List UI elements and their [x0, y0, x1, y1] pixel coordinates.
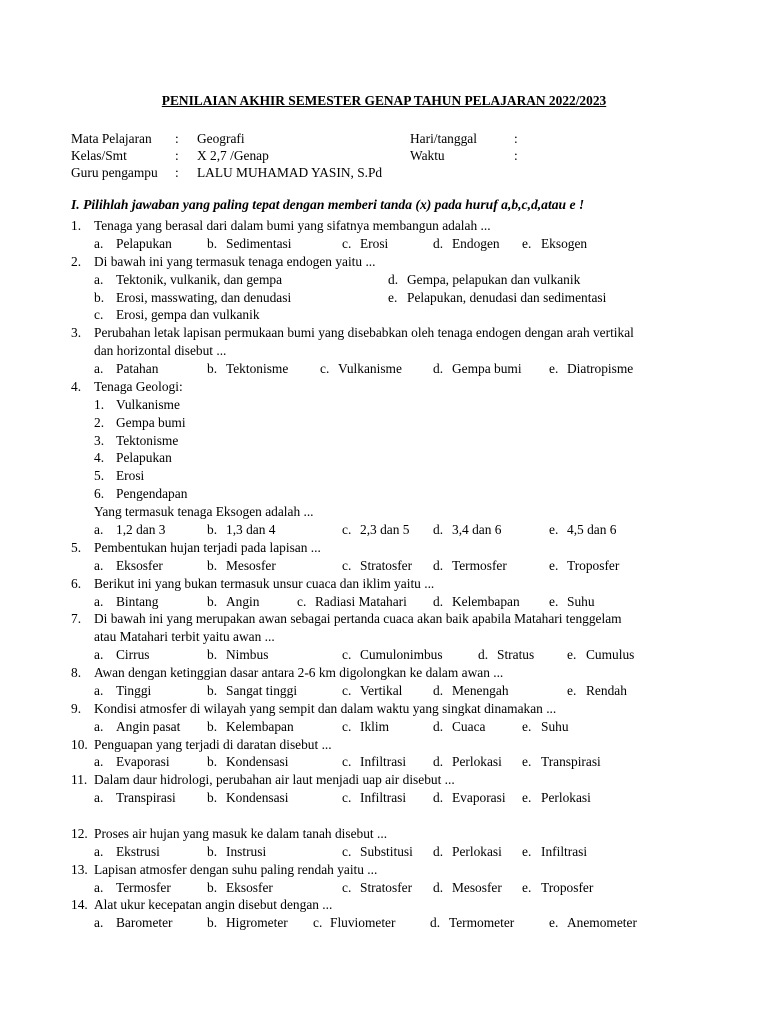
line-text: c. [342, 790, 352, 805]
line-text: a. [94, 272, 104, 287]
line-text: b. [207, 594, 218, 609]
line-text: a. [94, 558, 104, 573]
line-text: Tektonik, vulkanik, dan gempa [116, 272, 283, 287]
section-instruction: I. Pilihlah jawaban yang paling tepat dengan memberi tanda (x) pada huruf a,b,c,d,atau e ! [71, 197, 585, 212]
line-text: Erosi [116, 468, 145, 483]
line-text: Di bawah ini yang termasuk tenaga endogen yaitu ... [94, 254, 376, 269]
line-text: Stratosfer [360, 558, 413, 573]
line-text: a. [94, 361, 104, 376]
line-text: Kondensasi [226, 790, 289, 805]
line-text: c. [320, 361, 330, 376]
line-text: Diatropisme [567, 361, 634, 376]
line-text: Eksosfer [226, 880, 273, 895]
info-time-sep: : [514, 148, 518, 163]
line-text: Perlokasi [452, 844, 502, 859]
line-text: Lapisan atmosfer dengan suhu paling rendah yaitu ... [94, 862, 378, 877]
line-text: a. [94, 844, 104, 859]
line-text: Proses air hujan yang masuk ke dalam tanah disebut ... [94, 826, 388, 841]
line-text: Evaporasi [452, 790, 506, 805]
line-text: Kelembapan [226, 719, 294, 734]
line-text: e. [388, 290, 398, 305]
line-text: Termometer [449, 915, 515, 930]
line-text: Evaporasi [116, 754, 170, 769]
line-text: Kelembapan [452, 594, 520, 609]
line-text: Kondensasi [226, 754, 289, 769]
line-text: 14. [71, 897, 88, 912]
line-text: c. [94, 307, 104, 322]
info-teacher-label: Guru pengampu [71, 165, 158, 180]
line-text: d. [433, 719, 444, 734]
info-subject-label: Mata Pelajaran [71, 131, 152, 146]
line-text: b. [207, 683, 218, 698]
line-text: a. [94, 647, 104, 662]
line-text: 6. [94, 486, 105, 501]
line-text: d. [433, 361, 444, 376]
line-text: e. [549, 558, 559, 573]
line-text: Tektonisme [226, 361, 289, 376]
line-text: Pengendapan [116, 486, 188, 501]
line-text: 2. [71, 254, 82, 269]
line-text: b. [94, 290, 105, 305]
line-text: a. [94, 754, 104, 769]
line-text: Gempa bumi [452, 361, 522, 376]
line-text: Gempa, pelapukan dan vulkanik [407, 272, 581, 287]
line-text: 5. [94, 468, 105, 483]
line-text: Nimbus [226, 647, 269, 662]
info-teacher-sep: : [175, 165, 179, 180]
line-text: Penguapan yang terjadi di daratan disebut ... [94, 737, 332, 752]
info-teacher-value: LALU MUHAMAD YASIN, S.Pd [197, 165, 383, 180]
line-text: Perlokasi [452, 754, 502, 769]
line-text: d. [433, 558, 444, 573]
line-text: d. [388, 272, 399, 287]
line-text: c. [342, 522, 352, 537]
page-title: PENILAIAN AKHIR SEMESTER GENAP TAHUN PELAJARAN 2022/2023 [161, 93, 607, 108]
line-text: e. [567, 647, 577, 662]
line-text: 12. [71, 826, 88, 841]
line-text: e. [549, 915, 559, 930]
line-text: d. [478, 647, 489, 662]
line-text: a. [94, 790, 104, 805]
line-text: e. [522, 754, 532, 769]
line-text: d. [430, 915, 441, 930]
line-text: Stratosfer [360, 880, 413, 895]
line-text: Kondisi atmosfer di wilayah yang sempit dan dalam waktu yang singkat dinamakan ... [94, 701, 557, 716]
line-text: 1,2 dan 3 [116, 522, 166, 537]
line-text: Suhu [567, 594, 595, 609]
line-text: Infiltrasi [360, 754, 407, 769]
line-text: d. [433, 790, 444, 805]
info-class-sep: : [175, 148, 179, 163]
line-text: Ekstrusi [116, 844, 160, 859]
info-subject-sep: : [175, 131, 179, 146]
line-text: Tenaga Geologi: [94, 379, 183, 394]
line-text: Tenaga yang berasal dari dalam bumi yang sifatnya membangun adalah ... [94, 218, 491, 233]
line-text: b. [207, 236, 218, 251]
line-text: Tinggi [116, 683, 152, 698]
line-text: Di bawah ini yang merupakan awan sebagai pertanda cuaca akan baik apabila Matahari tenggelam [94, 611, 622, 626]
line-text: Eksosfer [116, 558, 163, 573]
line-text: c. [297, 594, 307, 609]
line-text: d. [433, 844, 444, 859]
line-text: Pelapukan [116, 236, 172, 251]
line-text: Erosi [360, 236, 389, 251]
line-text: Berikut ini yang bukan termasuk unsur cuaca dan iklim yaitu ... [94, 576, 435, 591]
line-text: Transpirasi [116, 790, 176, 805]
line-text: Perlokasi [541, 790, 591, 805]
info-date-label: Hari/tanggal [410, 131, 477, 146]
line-text: 1. [94, 397, 105, 412]
line-text: Vulkanisme [338, 361, 402, 376]
line-text: Troposfer [567, 558, 620, 573]
line-text: Instrusi [226, 844, 267, 859]
line-text: Rendah [586, 683, 627, 698]
line-text: Cirrus [116, 647, 150, 662]
line-text: e. [522, 790, 532, 805]
line-text: Vulkanisme [116, 397, 180, 412]
line-text: Bintang [116, 594, 159, 609]
info-class-label: Kelas/Smt [71, 148, 127, 163]
line-text: e. [549, 594, 559, 609]
line-text: Stratus [497, 647, 535, 662]
line-text: 2. [94, 415, 105, 430]
line-text: a. [94, 915, 104, 930]
line-text: e. [549, 361, 559, 376]
line-text: Sedimentasi [226, 236, 292, 251]
line-text: b. [207, 361, 218, 376]
line-text: a. [94, 880, 104, 895]
line-text: c. [342, 558, 352, 573]
line-text: Radiasi Matahari [315, 594, 407, 609]
info-class-value: X 2,7 /Genap [197, 148, 269, 163]
line-text: 13. [71, 862, 88, 877]
line-text: d. [433, 754, 444, 769]
line-text: Tektonisme [116, 433, 179, 448]
line-text: Erosi, masswating, dan denudasi [116, 290, 292, 305]
line-text: d. [433, 880, 444, 895]
line-text: Mesosfer [452, 880, 502, 895]
info-subject-value: Geografi [197, 131, 245, 146]
line-text: Endogen [452, 236, 500, 251]
line-text: d. [433, 594, 444, 609]
line-text: Dalam daur hidrologi, perubahan air laut menjadi uap air disebut ... [94, 772, 455, 787]
line-text: b. [207, 844, 218, 859]
line-text: Infiltrasi [541, 844, 588, 859]
info-date-sep: : [514, 131, 518, 146]
line-text: Cuaca [452, 719, 486, 734]
line-text: Pelapukan [116, 450, 172, 465]
line-text: b. [207, 719, 218, 734]
line-text: Substitusi [360, 844, 413, 859]
line-text: Barometer [116, 915, 173, 930]
line-text: 4. [94, 450, 105, 465]
line-text: Erosi, gempa dan vulkanik [116, 307, 260, 322]
line-text: c. [342, 844, 352, 859]
line-text: Transpirasi [541, 754, 601, 769]
line-text: e. [522, 236, 532, 251]
line-text: 2,3 dan 5 [360, 522, 410, 537]
line-text: 6. [71, 576, 82, 591]
line-text: 8. [71, 665, 82, 680]
line-text: e. [522, 719, 532, 734]
line-text: Angin pasat [116, 719, 181, 734]
line-text: 3. [94, 433, 105, 448]
line-text: Patahan [116, 361, 159, 376]
line-text: e. [522, 880, 532, 895]
line-text: 5. [71, 540, 82, 555]
line-text: Higrometer [226, 915, 288, 930]
line-text: b. [207, 880, 218, 895]
line-text: c. [313, 915, 323, 930]
line-text: c. [342, 719, 352, 734]
line-text: Yang termasuk tenaga Eksogen adalah ... [94, 504, 314, 519]
line-text: Gempa bumi [116, 415, 186, 430]
line-text: c. [342, 683, 352, 698]
line-text: Cumulonimbus [360, 647, 443, 662]
line-text: Infiltrasi [360, 790, 407, 805]
line-text: 1,3 dan 4 [226, 522, 276, 537]
line-text: c. [342, 880, 352, 895]
line-text: 3,4 dan 6 [452, 522, 502, 537]
line-text: Menengah [452, 683, 509, 698]
line-text: Perubahan letak lapisan permukaan bumi yang disebabkan oleh tenaga endogen dengan arah vertikal [94, 325, 634, 340]
line-text: e. [522, 844, 532, 859]
line-text: e. [567, 683, 577, 698]
line-text: Mesosfer [226, 558, 276, 573]
line-text: b. [207, 790, 218, 805]
line-text: Termosfer [116, 880, 171, 895]
line-text: Termosfer [452, 558, 507, 573]
info-time-label: Waktu [410, 148, 445, 163]
line-text: Sangat tinggi [226, 683, 298, 698]
line-text: Angin [226, 594, 260, 609]
line-text: c. [342, 647, 352, 662]
line-text: b. [207, 558, 218, 573]
line-text: b. [207, 522, 218, 537]
line-text: a. [94, 683, 104, 698]
line-text: Alat ukur kecepatan angin disebut dengan ... [94, 897, 333, 912]
line-text: Anemometer [567, 915, 637, 930]
line-text: Vertikal [360, 683, 403, 698]
line-text: atau Matahari terbit yaitu awan ... [94, 629, 275, 644]
line-text: c. [342, 754, 352, 769]
line-text: Eksogen [541, 236, 588, 251]
line-text: b. [207, 915, 218, 930]
line-text: b. [207, 647, 218, 662]
line-text: 4. [71, 379, 82, 394]
line-text: b. [207, 754, 218, 769]
line-text: Iklim [360, 719, 390, 734]
line-text: a. [94, 236, 104, 251]
line-text: Troposfer [541, 880, 594, 895]
line-text: d. [433, 236, 444, 251]
line-text: Suhu [541, 719, 569, 734]
line-text: d. [433, 522, 444, 537]
line-text: 4,5 dan 6 [567, 522, 617, 537]
line-text: 9. [71, 701, 82, 716]
line-text: 11. [71, 772, 88, 787]
line-text: e. [549, 522, 559, 537]
line-text: 7. [71, 611, 82, 626]
line-text: c. [342, 236, 352, 251]
line-text: 3. [71, 325, 82, 340]
line-text: Fluviometer [330, 915, 396, 930]
line-text: Pembentukan hujan terjadi pada lapisan ... [94, 540, 321, 555]
line-text: a. [94, 522, 104, 537]
line-text: Awan dengan ketinggian dasar antara 2-6 km digolongkan ke dalam awan ... [94, 665, 504, 680]
line-text: dan horizontal disebut ... [94, 343, 227, 358]
line-text: a. [94, 594, 104, 609]
line-text: Cumulus [586, 647, 635, 662]
line-text: a. [94, 719, 104, 734]
line-text: d. [433, 683, 444, 698]
line-text: Pelapukan, denudasi dan sedimentasi [407, 290, 607, 305]
line-text: 1. [71, 218, 82, 233]
line-text: 10. [71, 737, 88, 752]
